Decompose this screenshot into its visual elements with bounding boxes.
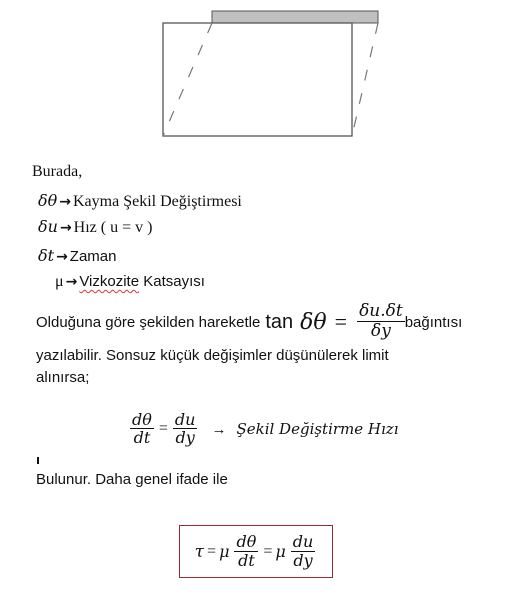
conclusion-text: Bulunur. Daha genel ifade ile <box>36 471 228 488</box>
definition-label: Katsayısı <box>139 273 205 290</box>
definition-time <box>38 246 116 266</box>
definition-label: Kayma Şekil Değiştirmesi <box>73 193 242 210</box>
deformed-edge-right <box>352 23 378 136</box>
moving-plate <box>212 11 378 23</box>
symbol-mu: μ <box>275 542 286 561</box>
definition-label: Hız ( u = v ) <box>73 219 153 236</box>
ratio-fraction <box>357 302 405 341</box>
paragraph-line-1 <box>36 298 462 346</box>
fraction-denominator: dt <box>238 550 255 570</box>
paragraph-text: bağıntısı <box>404 313 463 331</box>
paragraph-text: Olduğuna göre şekilden hareketle <box>36 313 261 331</box>
fraction-numerator: dθ <box>132 409 152 429</box>
paragraph-line-3: alınırsa; <box>36 369 90 386</box>
fraction-du-dy <box>291 533 316 570</box>
equals-sign: = <box>263 542 273 560</box>
fraction-dtheta-dt <box>234 533 258 570</box>
arrow-icon: → <box>65 274 78 290</box>
symbol-delta-t: δt <box>38 246 55 265</box>
text-cursor-mark <box>37 457 39 464</box>
fraction-numerator: dθ <box>236 532 257 551</box>
fraction-numerator: du <box>292 532 314 551</box>
symbol-mu: μ <box>219 542 230 561</box>
arrow-icon: → <box>59 220 72 236</box>
symbol-delta-u: δu <box>38 217 58 236</box>
definition-velocity <box>38 217 152 237</box>
tan-function: tan <box>265 310 294 333</box>
fluid-element-original <box>163 23 352 136</box>
fraction-dtheta-dt <box>130 411 154 448</box>
strain-rate-equation <box>128 404 399 454</box>
arrow-icon: → <box>56 249 68 265</box>
equals-sign: = <box>207 542 217 560</box>
fraction-du-dy <box>173 411 198 448</box>
fraction-denominator: dy <box>293 550 313 570</box>
fraction-denominator: dy <box>175 428 195 448</box>
definition-label: Zaman <box>69 248 117 265</box>
symbol-mu: μ <box>55 273 64 290</box>
equals-sign: = <box>158 420 168 437</box>
equals-sign: = <box>334 309 348 334</box>
arrow-icon: → <box>211 420 227 438</box>
deformed-edge-left <box>163 23 212 136</box>
fraction-denominator: dt <box>133 428 151 448</box>
definition-viscosity <box>55 273 205 291</box>
paragraph-line-2: yazılabilir. Sonsuz küçük değişimler düşünülerek limit <box>36 347 389 364</box>
strain-rate-label: Şekil Değiştirme Hızı <box>236 420 399 438</box>
symbol-delta-theta: δθ <box>38 191 58 210</box>
intro-text: Burada, <box>32 163 83 180</box>
definition-label-underlined: Vizkozite <box>79 273 140 290</box>
tan-argument: δθ <box>300 309 327 335</box>
fraction-numerator: δu.δt <box>359 301 403 322</box>
fraction-numerator: du <box>174 409 196 429</box>
symbol-tau: τ <box>194 541 205 562</box>
arrow-icon: → <box>59 194 71 210</box>
shear-diagram <box>150 0 390 145</box>
fraction-denominator: δy <box>370 321 391 342</box>
newton-viscosity-equation-box <box>179 525 333 578</box>
definition-shear-strain <box>38 191 242 211</box>
